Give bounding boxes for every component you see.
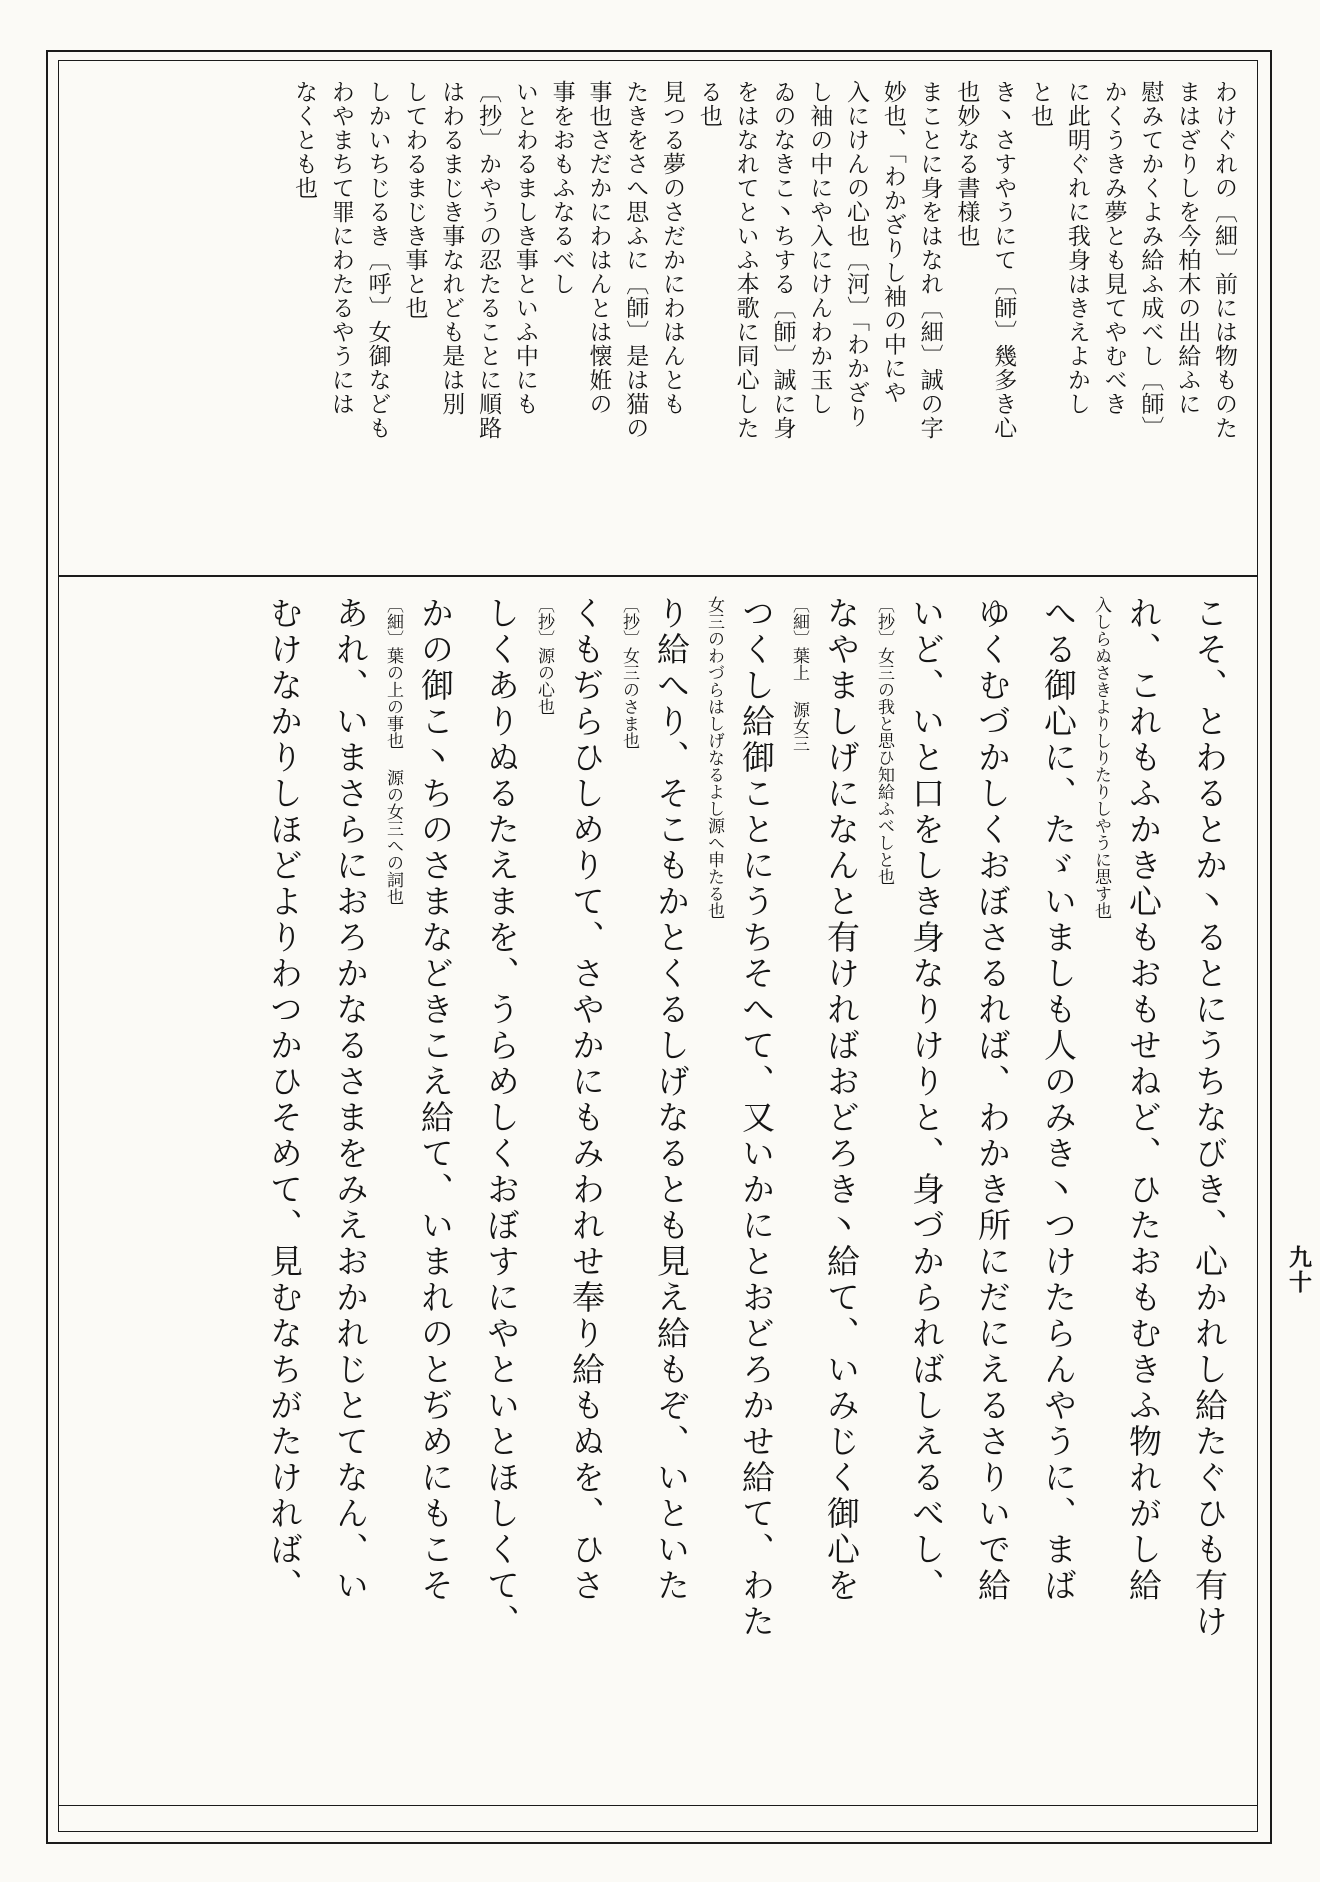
commentary-column: 〔抄〕かやうの忍たることに順路 [475,80,502,440]
commentary-column: と也 [1027,80,1054,128]
interlinear-note: 〔抄〕女三のさま也 [619,596,639,749]
commentary-column: しかいちじるき〔呼〕女御なども [364,80,391,440]
interlinear-note: 女三のわづらはしげなるよし源へ申たる也 [704,596,724,919]
commentary-column: なくとも也 [291,80,318,200]
main-text-column: あれ、いまさらにおろかなるさまをみえおかれじとてなん、い [331,596,370,1604]
commentary-column: わけぐれの〔細〕前には物ものた [1211,80,1237,440]
main-text-column: れ、これもふかき心もおもせねど、ひたおもむきふ物れがし給 [1124,596,1163,1604]
main-text-column: かの御こ丶ちのさまなどきこえ給て、いまれのとぢめにもこそ [416,596,455,1604]
main-text-column: こそ、とわるとか丶るとにうちなびき、心かれし給たぐひも有け [1190,596,1229,1640]
commentary-column: たきをさへ思ふに〔師〕是は猫の [622,80,649,440]
commentary-column: はわるまじき事なれども是は別 [438,80,465,416]
main-text-column: へる御心に、たゞいましも人のみき丶つけたらんやうに、まば [1039,596,1078,1604]
commentary-column: ゐのなきこ丶ちする〔師〕誠に身 [769,80,796,440]
interlinear-note: 〔細〕葉の上の事也 源の女三への詞也 [383,596,403,905]
bottom-rule [58,1805,1258,1806]
commentary-column: に此明ぐれに我身はきえよかし [1063,80,1090,416]
interlinear-note: 〔抄〕源の心也 [534,596,554,715]
main-text-section [92,596,1242,1796]
commentary-column: る也 [695,80,722,128]
commentary-column: まことに身をはなれ〔細〕誠の字 [916,80,943,440]
commentary-column: 也妙なる書様也 [953,80,980,248]
commentary-column: わやまちて罪にわたるやうには [327,80,354,416]
page-number: 九十 [1285,1245,1312,1295]
commentary-column: き丶さすやうにて〔師〕幾多き心 [990,80,1017,440]
main-text-column: しくありぬるたえまを、うらめしくおぼすにやといとほしくて、 [482,596,521,1640]
commentary-section [92,80,1242,560]
commentary-column: してわるまじき事と也 [401,80,428,320]
main-text-column: いど、いと口をしき身なりけりと、身づからればしえるべし、 [907,596,946,1604]
main-text-column: くもぢらひしめりて、さやかにもみわれせ奉り給もぬを、ひさ [567,596,606,1604]
commentary-column: かくうきみ夢とも見てやむべき [1100,80,1127,416]
interlinear-note: 〔細〕葉上 源女三 [789,596,809,752]
commentary-column: 入にけんの心也〔河〕「わかざり [843,80,870,429]
interlinear-note: 入しらぬさきよりしりたりしやうに思す也 [1091,596,1111,919]
commentary-column: 見つる夢のさだかにわはんとも [659,80,686,416]
commentary-column: 事をおもふなるべし [548,80,575,296]
commentary-column: 慰みてかくよみ給ふ成べし〔師〕 [1137,80,1164,440]
main-text-column: り給へり、そこもかとくるしげなるとも見え給もぞ、いといた [652,596,691,1604]
main-text-column: むけなかりしほどよりわつかひそめて、見むなちがたければ、 [265,596,304,1604]
main-text-column: ゆくむづかしくおぼさるれば、わかき所にだにえるさりいで給 [973,596,1012,1604]
section-divider [58,575,1258,577]
commentary-column: まはざりしを今柏木の出給ふに [1174,80,1201,416]
commentary-column: 事也さだかにわはんとは懐姙の [585,80,612,416]
interlinear-note: 〔抄〕女三の我と思ひ知給ふべしと也 [874,596,894,885]
commentary-column: 妙也、「わかざりし袖の中にや [879,80,906,405]
main-text-column: なやましげになんと有ければおどろき丶給て、いみじく御心を [822,596,861,1604]
commentary-column: をはなれてといふ本歌に同心した [732,80,759,440]
commentary-column: し袖の中にや入にけんわか玉し [806,80,833,416]
commentary-column: いとわるましき事といふ中にも [511,80,538,416]
main-text-column: つくし給御ことにうちそへて、又いかにとおどろかせ給て、わた [737,596,776,1640]
